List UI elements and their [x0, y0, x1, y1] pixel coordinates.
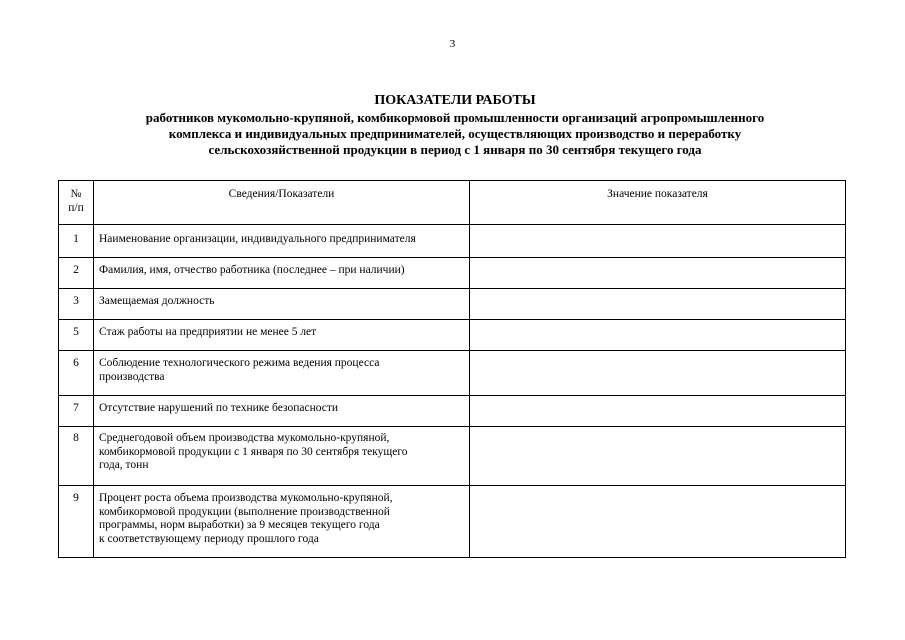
- row-number: 7: [59, 396, 94, 427]
- row-label-line: года, тонн: [99, 459, 149, 471]
- row-label-line: комбикормовой продукции с 1 января по 30 сентября текущего: [99, 445, 408, 458]
- table-row: [59, 225, 846, 258]
- row-number: 3: [59, 289, 94, 320]
- row-label-line: Соблюдение технологического режима ведения процесса: [99, 357, 380, 369]
- row-label-line: Среднегодовой объем производства мукомольно-крупяной,: [99, 432, 390, 444]
- header-num-line-1: №: [70, 188, 82, 200]
- row-number: 8: [59, 427, 94, 486]
- document-heading: [60, 93, 850, 158]
- row-number: 1: [59, 225, 94, 258]
- row-label-line: Процент роста объема производства мукомольно-крупяной,: [99, 492, 393, 504]
- row-value-cell[interactable]: [470, 427, 846, 486]
- document-title: ПОКАЗАТЕЛИ РАБОТЫ: [374, 93, 536, 108]
- row-value-cell[interactable]: [470, 351, 846, 396]
- header-info: Сведения/Показатели: [94, 181, 470, 225]
- row-value-cell[interactable]: [470, 258, 846, 289]
- header-value: Значение показателя: [470, 181, 846, 225]
- document-subtitle-line-3: сельскохозяйственной продукции в период с 1 января по 30 сентября текущего года: [208, 142, 702, 157]
- document-subtitle-line-2: комплекса и индивидуальных предпринимателей, осуществляющих производство и переработку: [168, 126, 742, 141]
- row-label-line: комбикормовой продукции (выполнение производственной: [99, 505, 390, 518]
- row-label: Замещаемая должность: [94, 289, 470, 320]
- table-row: [59, 289, 846, 320]
- row-value-cell[interactable]: [470, 289, 846, 320]
- row-label: Отсутствие нарушений по технике безопасности: [94, 396, 470, 427]
- row-number: 9: [59, 486, 94, 558]
- document-subtitle-line-1: работников мукомольно-крупяной, комбикормовой промышленности организаций агропромышленного: [145, 110, 765, 125]
- table-row: [59, 351, 846, 396]
- row-label: [94, 427, 470, 486]
- table-row: [59, 320, 846, 351]
- row-label: [94, 351, 470, 396]
- row-label: [94, 486, 470, 558]
- table-row: [59, 427, 846, 486]
- table-row: [59, 396, 846, 427]
- table-header-row: [59, 181, 846, 225]
- header-num: [59, 181, 94, 225]
- row-label-line: к соответствующему периоду прошлого года: [99, 532, 319, 545]
- row-number: 5: [59, 320, 94, 351]
- row-number: 6: [59, 351, 94, 396]
- row-label: Фамилия, имя, отчество работника (последнее – при наличии): [94, 258, 470, 289]
- table-row: [59, 258, 846, 289]
- row-label: Наименование организации, индивидуального предпринимателя: [94, 225, 470, 258]
- row-value-cell[interactable]: [470, 320, 846, 351]
- header-num-line-2: п/п: [68, 201, 84, 214]
- row-label-line: программы, норм выработки) за 9 месяцев текущего года: [99, 519, 380, 531]
- indicators-table: [58, 180, 846, 558]
- row-number: 2: [59, 258, 94, 289]
- row-value-cell[interactable]: [470, 396, 846, 427]
- row-label-line: производства: [99, 370, 165, 383]
- row-value-cell[interactable]: [470, 486, 846, 558]
- page-number: 3: [449, 38, 456, 50]
- row-label: Стаж работы на предприятии не менее 5 лет: [94, 320, 470, 351]
- row-value-cell[interactable]: [470, 225, 846, 258]
- table-row: [59, 486, 846, 558]
